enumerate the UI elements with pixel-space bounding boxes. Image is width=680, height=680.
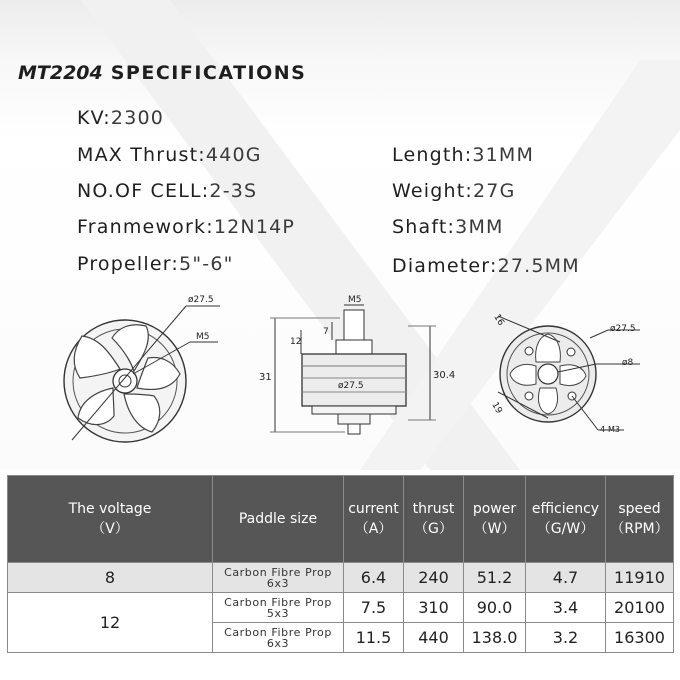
cell-power: 90.0: [464, 593, 526, 623]
cell-current: 11.5: [344, 623, 404, 653]
cell-voltage: 8: [8, 563, 213, 593]
cell-paddle: Carbon Fibre Prop 6x3: [213, 623, 344, 653]
side-12-label: 12: [290, 337, 302, 347]
cell-thrust: 310: [404, 593, 464, 623]
front-diameter-label: ø27.5: [188, 295, 214, 305]
spec-value: 2300: [110, 107, 165, 129]
front-m5-label: M5: [196, 332, 210, 342]
header-paddle-size: Paddle size: [213, 476, 344, 563]
header-voltage: The voltage （V）: [8, 476, 213, 563]
performance-table: [7, 475, 674, 653]
spec-value: 27.5MM: [497, 255, 580, 277]
spec-shaft: [392, 216, 504, 238]
spec-label: Diameter:: [392, 255, 498, 277]
spec-max-thrust: [77, 144, 262, 166]
rear-view-drawing: [489, 313, 640, 434]
cell-voltage: 12: [8, 593, 213, 653]
cell-efficiency: 4.7: [526, 563, 606, 593]
table-row: [8, 593, 674, 623]
model-name: MT2204: [18, 62, 103, 84]
spec-value: 3MM: [455, 216, 504, 238]
cell-current: 6.4: [344, 563, 404, 593]
spec-value: 5"-6": [179, 253, 234, 275]
technical-drawings: [0, 284, 680, 454]
cell-power: 138.0: [464, 623, 526, 653]
spec-value: 27G: [473, 180, 516, 202]
spec-diameter: [392, 255, 580, 277]
spec-label: Franmework:: [77, 216, 214, 238]
cell-efficiency: 3.2: [526, 623, 606, 653]
front-view-drawing: [64, 295, 220, 442]
rear-m3-label: 4-M3: [600, 425, 620, 434]
spec-label: Length:: [392, 144, 473, 166]
header-efficiency: efficiency （G/W）: [526, 476, 606, 563]
side-view-drawing: [259, 295, 455, 434]
side-30-4-label: 30.4: [433, 370, 456, 381]
cell-paddle: Carbon Fibre Prop 6x3: [213, 563, 344, 593]
rear-8-label: ø8: [622, 358, 634, 368]
spec-value: 2-3S: [209, 180, 258, 202]
spec-label: MAX Thrust:: [77, 144, 206, 166]
header-current: current （A）: [344, 476, 404, 563]
cell-thrust: 440: [404, 623, 464, 653]
spec-label: NO.OF CELL:: [77, 180, 210, 202]
rear-16-label: 16: [491, 312, 506, 328]
header-speed: speed （RPM）: [606, 476, 674, 563]
spec-label: Shaft:: [392, 216, 456, 238]
rear-19-label: 19: [489, 400, 504, 416]
cell-speed: 11910: [606, 563, 674, 593]
cell-efficiency: 3.4: [526, 593, 606, 623]
spec-kv: [77, 107, 164, 129]
spec-value: 12N14P: [213, 216, 296, 238]
spec-value: 31MM: [472, 144, 535, 166]
page-title: [18, 62, 306, 84]
table-header-row: [8, 476, 674, 563]
side-diameter-label: ø27.5: [338, 381, 364, 391]
cell-speed: 20100: [606, 593, 674, 623]
rear-diameter-label: ø27.5: [610, 324, 636, 334]
spec-framework: [77, 216, 295, 238]
side-31-label: 31: [259, 372, 272, 383]
title-text: SPECIFICATIONS: [110, 62, 307, 84]
spec-propeller: [77, 253, 234, 275]
cell-current: 7.5: [344, 593, 404, 623]
cell-paddle: Carbon Fibre Prop 5x3: [213, 593, 344, 623]
side-7-label: 7: [323, 327, 329, 337]
spec-label: KV:: [77, 107, 111, 129]
spec-label: Propeller:: [77, 253, 180, 275]
side-m5-label: M5: [348, 295, 362, 305]
spec-length: [392, 144, 534, 166]
cell-speed: 16300: [606, 623, 674, 653]
cell-power: 51.2: [464, 563, 526, 593]
table-row: [8, 563, 674, 593]
spec-value: 440G: [205, 144, 262, 166]
spec-weight: [392, 180, 516, 202]
header-power: power （W）: [464, 476, 526, 563]
spec-cell: [77, 180, 257, 202]
cell-thrust: 240: [404, 563, 464, 593]
spec-label: Weight:: [392, 180, 473, 202]
header-thrust: thrust （G）: [404, 476, 464, 563]
